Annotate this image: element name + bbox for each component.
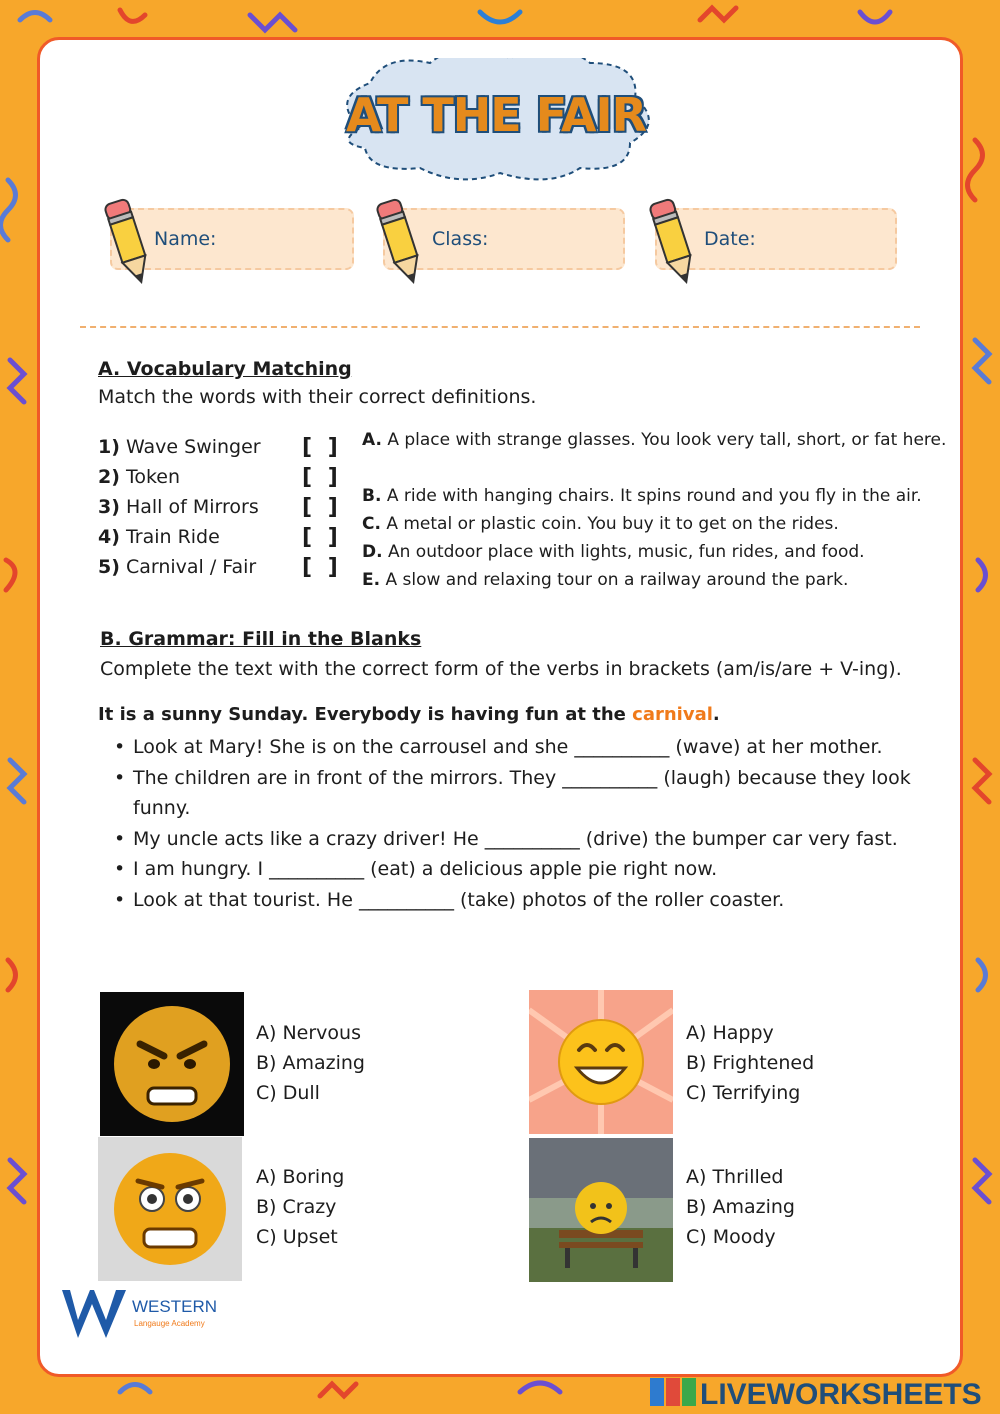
scared-emoji-image (98, 1137, 242, 1281)
option[interactable]: C) Moody (686, 1226, 776, 1248)
story-highlight: carnival (632, 704, 713, 725)
match-word: 4) Train Ride (98, 526, 220, 548)
definition: D. An outdoor place with lights, music, fun rides, and food. (362, 542, 865, 562)
definition: A. A place with strange glasses. You look very tall, short, or fat here. (362, 430, 947, 450)
divider (80, 326, 920, 328)
logo-name: WESTERN (132, 1297, 217, 1316)
option[interactable]: A) Nervous (256, 1022, 361, 1044)
option[interactable]: A) Thrilled (686, 1166, 784, 1188)
emoji-options-4 (686, 1162, 795, 1252)
list-item: • The children are in front of the mirrors. They __________ (laugh) because they look funny. (112, 763, 932, 824)
option[interactable]: B) Crazy (256, 1196, 337, 1218)
list-item: • My uncle acts like a crazy driver! He __________ (drive) the bumper car very fast. (112, 824, 932, 855)
watermark-text: LIVEWORKSHEETS (700, 1378, 982, 1410)
match-word: 5) Carnival / Fair (98, 556, 257, 578)
answer-bracket-5[interactable]: [ ] (302, 555, 342, 580)
definition: B. A ride with hanging chairs. It spins round and you fly in the air. (362, 486, 922, 506)
option[interactable]: C) Dull (256, 1082, 320, 1104)
answer-bracket-2[interactable]: [ ] (302, 465, 342, 490)
answer-bracket-3[interactable]: [ ] (302, 495, 342, 520)
match-word: 3) Hall of Mirrors (98, 496, 259, 518)
section-b-title: B. Grammar: Fill in the Blanks (100, 628, 422, 650)
date-label: Date: (704, 228, 756, 250)
emoji-options-2 (686, 1018, 814, 1108)
section-b-instruction: Complete the text with the correct form of the verbs in brackets (am/is/are + V-ing). (100, 658, 902, 680)
angry-emoji-image (100, 992, 244, 1136)
list-item: • Look at Mary! She is on the carrousel and she __________ (wave) at her mother. (112, 732, 932, 763)
emoji-options-3 (256, 1162, 344, 1252)
option[interactable]: B) Amazing (686, 1196, 795, 1218)
name-label: Name: (154, 228, 217, 250)
story-intro: It is a sunny Sunday. Everybody is having fun at the carnival. (98, 704, 720, 725)
option[interactable]: A) Boring (256, 1166, 345, 1188)
pencil-icon (645, 192, 701, 290)
list-item: • Look at that tourist. He __________ (take) photos of the roller coaster. (112, 885, 932, 916)
class-label: Class: (432, 228, 489, 250)
section-a-title: A. Vocabulary Matching (98, 358, 352, 380)
match-word: 2) Token (98, 466, 181, 488)
option[interactable]: B) Frightened (686, 1052, 815, 1074)
sentence-list (112, 732, 932, 915)
option[interactable]: A) Happy (686, 1022, 774, 1044)
logo-subtitle: Langauge Academy (134, 1319, 205, 1328)
answer-bracket-1[interactable]: [ ] (302, 435, 342, 460)
list-item: • I am hungry. I __________ (eat) a delicious apple pie right now. (112, 854, 932, 885)
definition: C. A metal or plastic coin. You buy it to get on the rides. (362, 514, 839, 534)
section-a-instruction: Match the words with their correct definitions. (98, 386, 537, 408)
sad-emoji-on-bench-image (529, 1138, 673, 1282)
option[interactable]: C) Terrifying (686, 1082, 801, 1104)
pencil-icon (372, 192, 428, 290)
option[interactable]: C) Upset (256, 1226, 338, 1248)
pencil-icon (100, 192, 156, 290)
option[interactable]: B) Amazing (256, 1052, 365, 1074)
match-word: 1) Wave Swinger (98, 436, 261, 458)
page-title: AT THE FAIR (345, 88, 647, 142)
answer-bracket-4[interactable]: [ ] (302, 525, 342, 550)
definition: E. A slow and relaxing tour on a railway around the park. (362, 570, 849, 590)
happy-emoji-image (529, 990, 673, 1134)
liveworksheets-watermark (650, 1374, 995, 1410)
western-logo (60, 1286, 240, 1342)
emoji-options-1 (256, 1018, 365, 1108)
